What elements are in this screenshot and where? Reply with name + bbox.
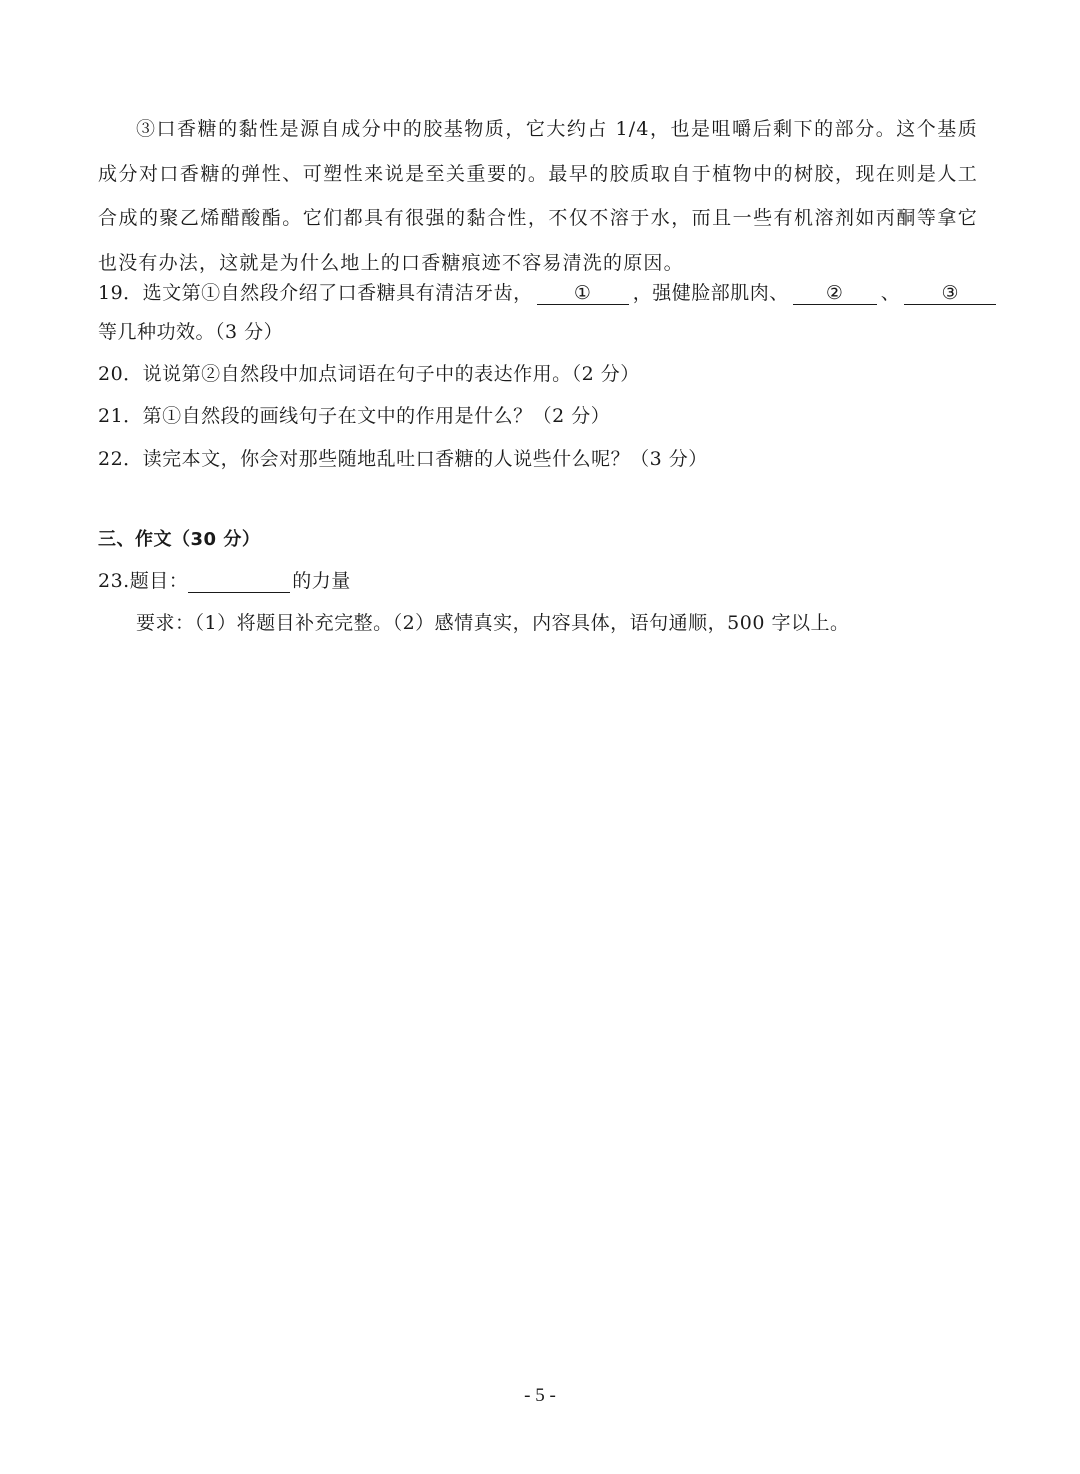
passage-paragraph-3: ③口香糖的黏性是源自成分中的胶基物质，它大约占 1/4，也是咀嚼后剩下的部分。这个基质成分对口香糖的弹性、可塑性来说是至关重要的。最早的胶质取自于植物中的树胶，现在则是人工合成的聚乙烯醋酸酯。它们都具有很强的黏合性，不仅不溶于水，而且一些有机溶剂如丙酮等拿它也没有办法，这就是为什么地上的口香糖痕迹不容易清洗的原因。 (98, 118, 978, 274)
question-21: 21．第①自然段的画线句子在文中的作用是什么？（2 分） (98, 405, 611, 427)
question-19-line-2: 等几种功效。（3 分） (98, 321, 284, 343)
answer-blank-1[interactable]: ① (537, 282, 629, 305)
question-23-prefix: 23.题目： (98, 570, 189, 592)
question-19-separator-2: 、 (880, 282, 901, 304)
page-number: - 5 - (524, 1385, 556, 1406)
question-19-prefix: 19．选文第①自然段介绍了口香糖具有清洁牙齿， (98, 282, 533, 304)
essay-requirement: 要求：（1）将题目补充完整。（2）感情真实，内容具体，语句通顺，500 字以上。 (136, 612, 850, 634)
question-20: 20．说说第②自然段中加点词语在句子中的表达作用。（2 分） (98, 363, 640, 385)
question-23-suffix: 的力量 (292, 570, 351, 592)
answer-blank-3[interactable]: ③ (904, 282, 996, 305)
question-23 (98, 568, 351, 594)
section-3-heading: 三、作文（30 分） (98, 529, 261, 550)
question-19-separator-1: ，强健脸部肌肉、 (632, 282, 789, 304)
title-blank[interactable] (188, 570, 290, 593)
answer-blank-2[interactable]: ② (793, 282, 877, 305)
question-22: 22．读完本文，你会对那些随地乱吐口香糖的人说些什么呢？（3 分） (98, 448, 708, 470)
question-19-line-1 (98, 280, 1000, 306)
